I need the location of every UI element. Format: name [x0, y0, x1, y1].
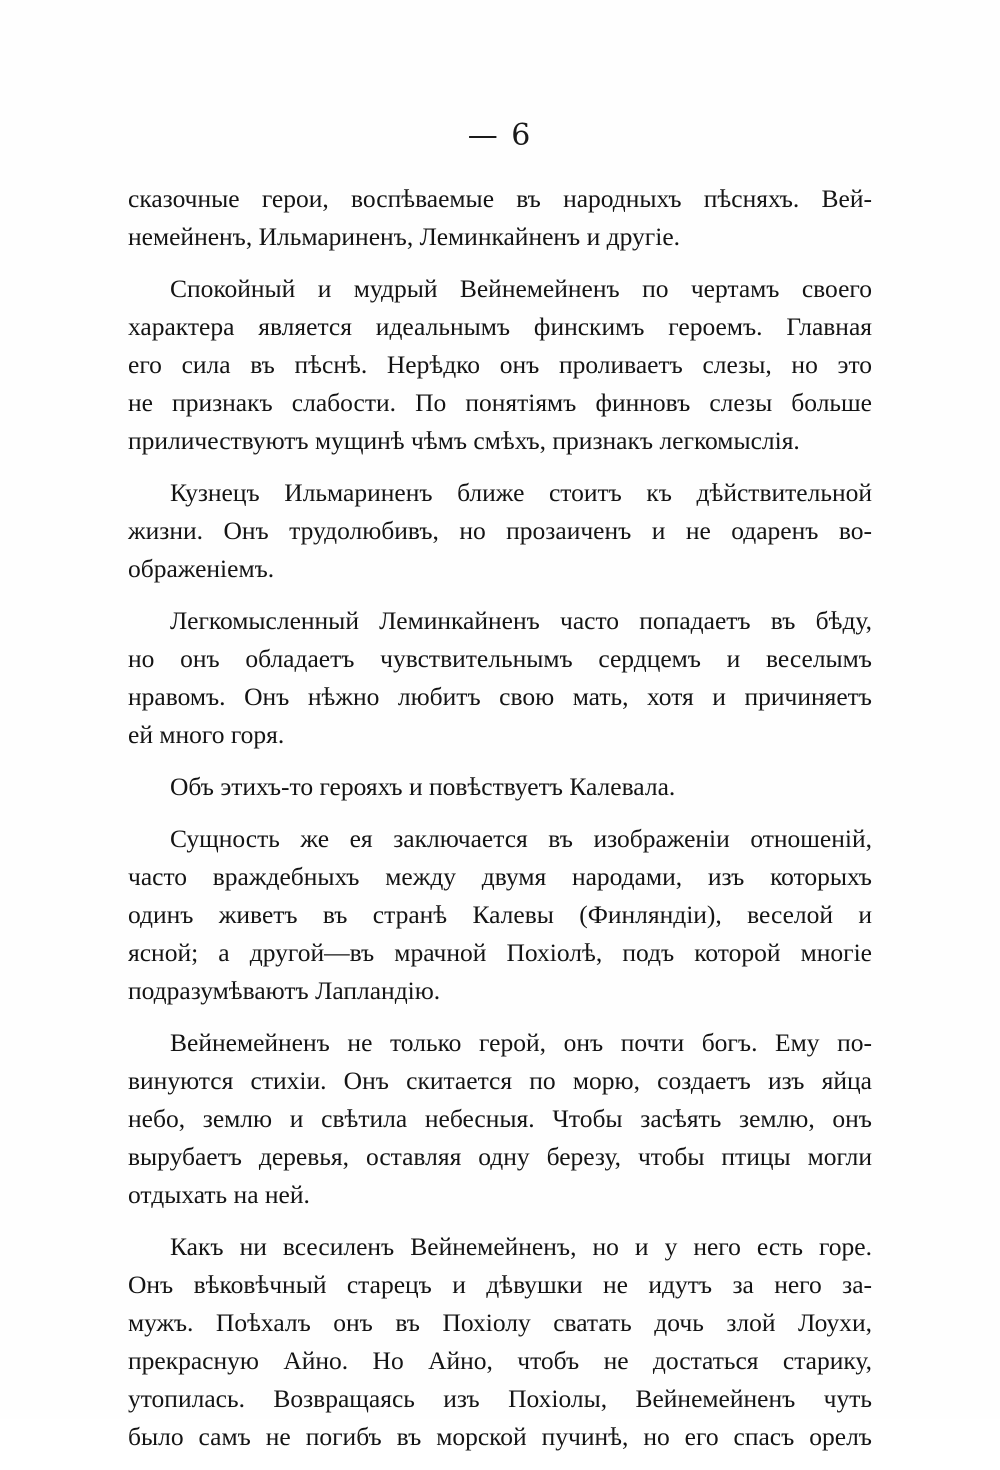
- text-line: одинъ живетъ въ странѣ Калевы (Финляндіи), веселой и: [128, 900, 872, 929]
- text-line: небо, землю и свѣтила небесныя. Чтобы засѣять землю, онъ: [128, 1104, 872, 1133]
- text-line: прекрасную Айно. Но Айно, чтобъ не достаться старику,: [128, 1346, 872, 1375]
- text-line: было самъ не погибъ въ морской пучинѣ, но его спасъ орелъ: [128, 1422, 872, 1451]
- text-line: ей много горя.: [128, 720, 285, 749]
- text-line: ясной; а другой—въ мрачной Похіолѣ, подъ которой многіе: [128, 938, 872, 967]
- text-line: утопилась. Возвращаясь изъ Похіолы, Вейнемейненъ чуть: [128, 1384, 872, 1413]
- text-line: нравомъ. Онъ нѣжно любитъ свою мать, хотя и причиняетъ: [128, 682, 872, 711]
- paragraph: [128, 474, 872, 588]
- text-line: мужъ. Поѣхалъ онъ въ Похіолу сватать дочь злой Лоухи,: [128, 1308, 872, 1337]
- paragraph: [128, 1024, 872, 1214]
- text-line: Онъ вѣковѣчный старецъ и дѣвушки не идутъ за него за-: [128, 1270, 872, 1299]
- text-line: Вейнемейненъ не только герой, онъ почти богъ. Ему по-: [170, 1028, 872, 1057]
- text-line: Объ этихъ-то герояхъ и повѣствуетъ Калевала.: [170, 772, 676, 801]
- text-line: Кузнецъ Ильмариненъ ближе стоитъ къ дѣйствительной: [170, 478, 872, 507]
- body-text: [128, 180, 872, 1470]
- text-line: характера является идеальнымъ финскимъ героемъ. Главная: [128, 312, 872, 341]
- paragraph: [128, 820, 872, 1010]
- text-line: Спокойный и мудрый Вейнемейненъ по чертамъ своего: [170, 274, 872, 303]
- text-line: Сущность же ея заключается въ изображеніи отношеній,: [170, 824, 872, 853]
- paragraph: [128, 1228, 872, 1456]
- text-line: приличествуютъ мущинѣ чѣмъ смѣхъ, признакъ легкомыслія.: [128, 426, 800, 455]
- text-line: отдыхать на ней.: [128, 1180, 310, 1209]
- text-line: жизни. Онъ трудолюбивъ, но прозаиченъ и не одаренъ во-: [128, 516, 872, 545]
- text-line: часто враждебныхъ между двумя народами, изъ которыхъ: [128, 862, 872, 891]
- text-line: его сила въ пѣснѣ. Нерѣдко онъ проливаетъ слезы, но это: [128, 350, 872, 379]
- text-line: Какъ ни всесиленъ Вейнемейненъ, но и у него есть горе.: [170, 1232, 872, 1261]
- text-line: винуются стихіи. Онъ скитается по морю, создаетъ изъ яйца: [128, 1066, 872, 1095]
- page-number: — 6: [467, 118, 533, 153]
- text-line: Легкомысленный Леминкайненъ часто попадаетъ въ бѣду,: [170, 606, 872, 635]
- text-line: ображеніемъ.: [128, 554, 275, 583]
- text-line: но онъ обладаетъ чувствительнымъ сердцемъ и веселымъ: [128, 644, 872, 673]
- paragraph: [128, 270, 872, 460]
- text-line: подразумѣваютъ Лапландію.: [128, 976, 441, 1005]
- paragraph: [128, 180, 872, 256]
- paragraph: [128, 768, 872, 806]
- text-line: не признакъ слабости. По понятіямъ финновъ слезы больше: [128, 388, 872, 417]
- text-line: сказочные герои, воспѣваемые въ народныхъ пѣсняхъ. Вей-: [128, 184, 872, 213]
- text-line: вырубаетъ деревья, оставляя одну березу, чтобы птицы могли: [128, 1142, 872, 1171]
- paragraph: [128, 602, 872, 754]
- text-line: немейненъ, Ильмариненъ, Леминкайненъ и другіе.: [128, 222, 681, 251]
